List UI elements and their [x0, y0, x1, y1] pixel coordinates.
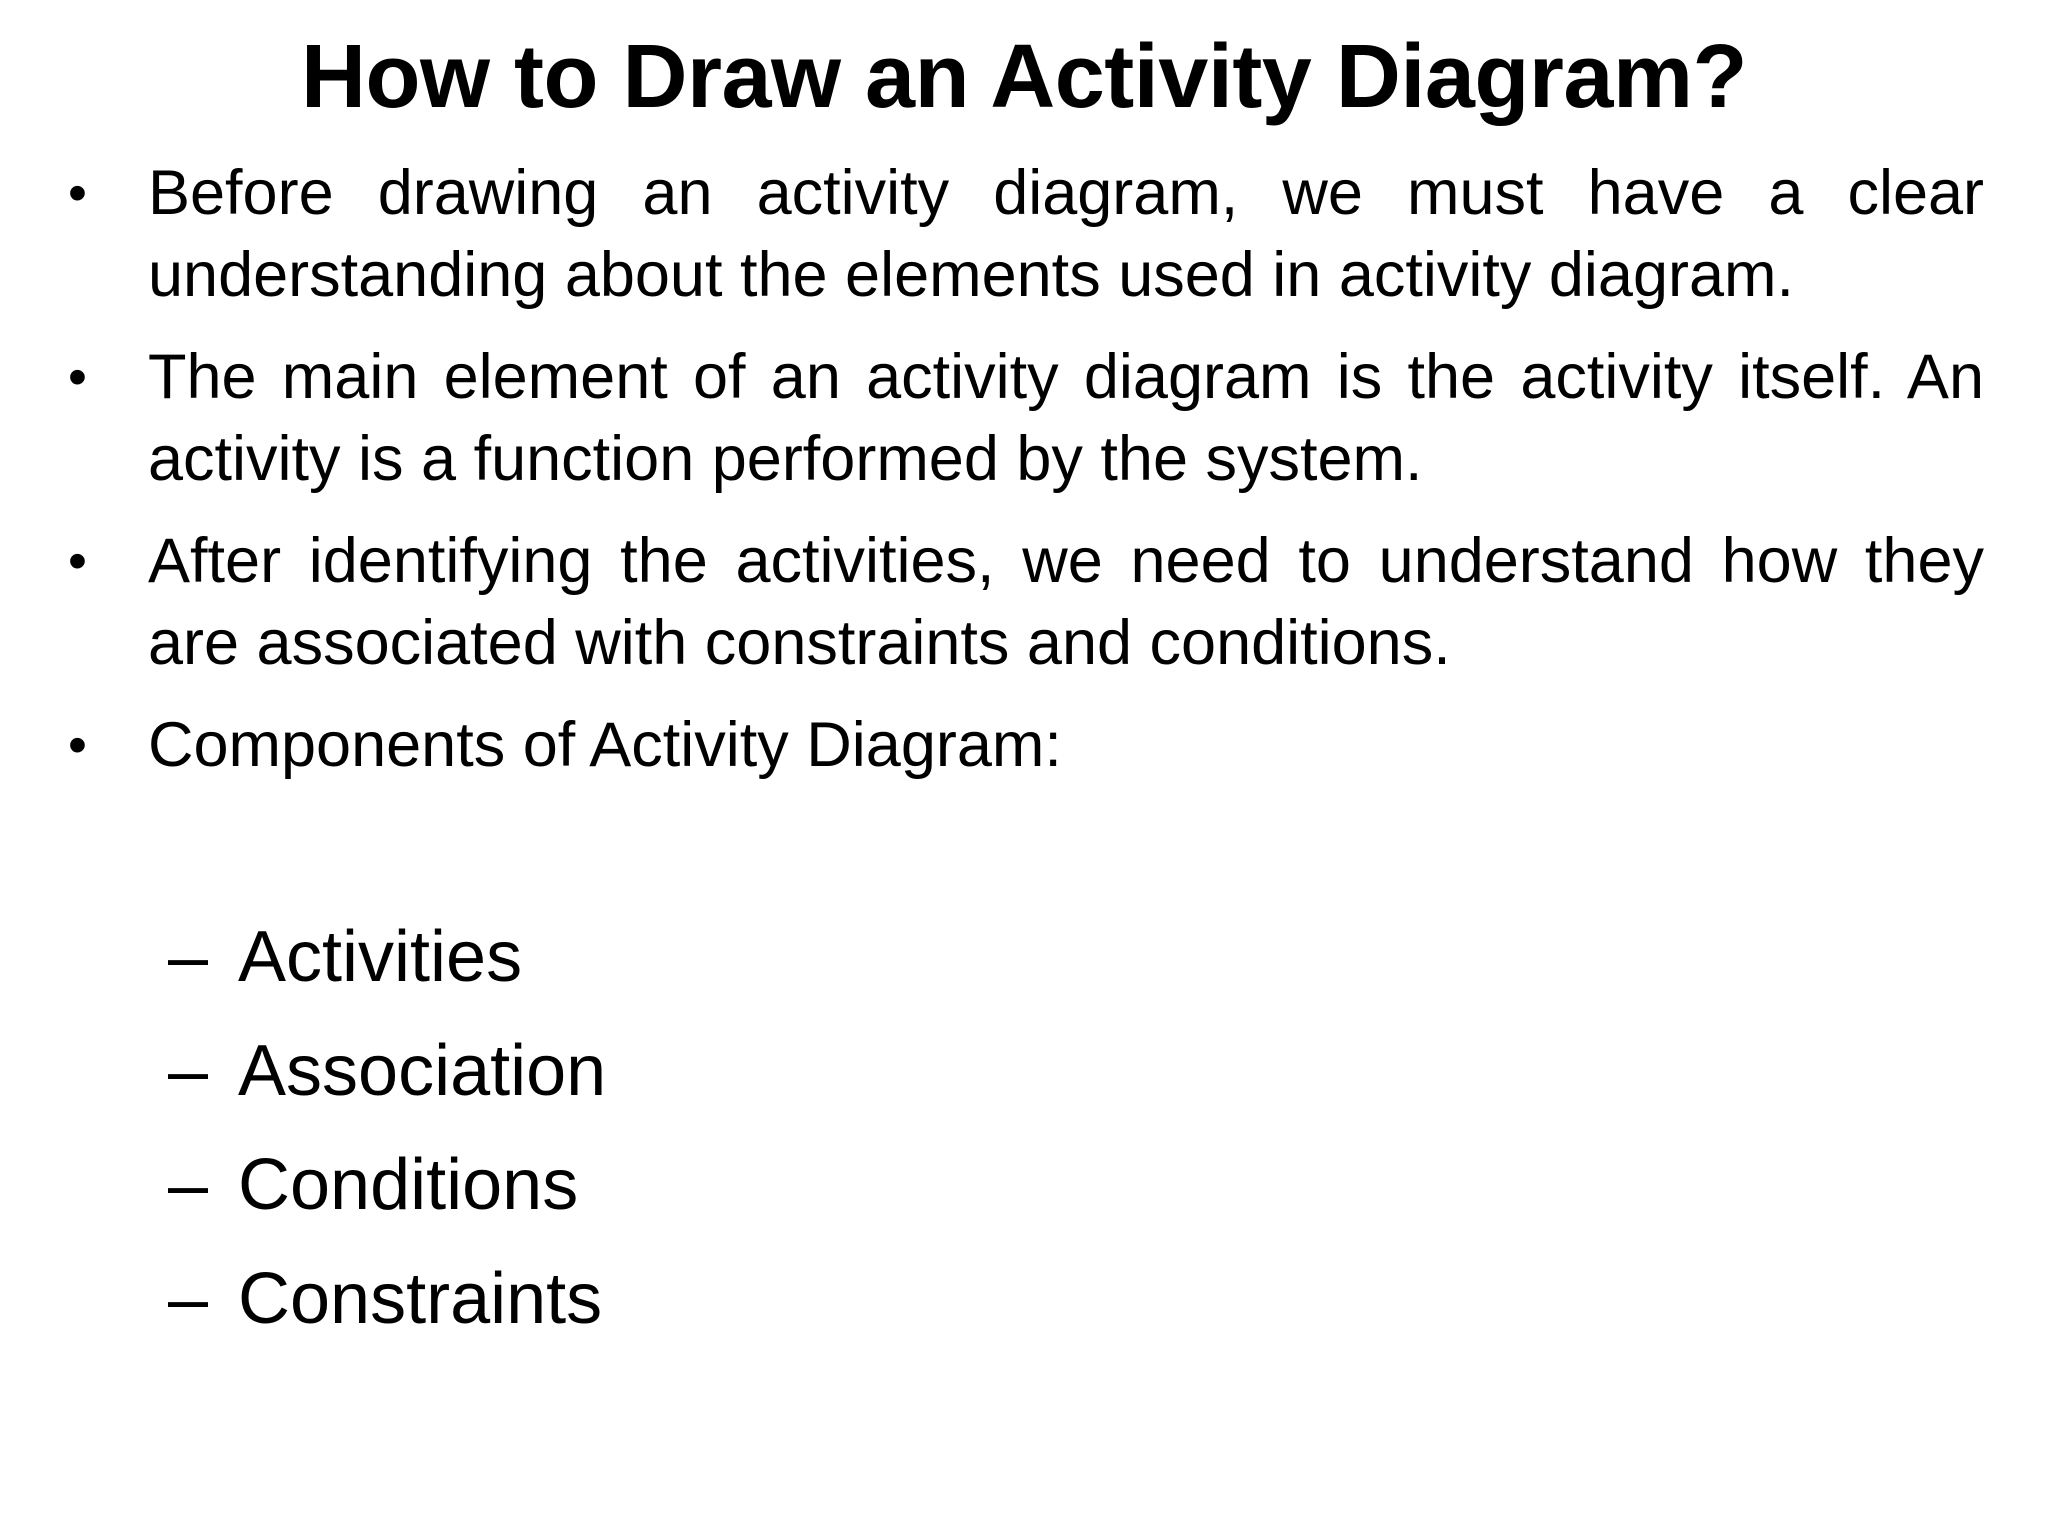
sub-item-constraints — [168, 1242, 606, 1356]
sub-dash: – — [168, 917, 209, 997]
bullet-text: After identifying the activities, we need to understand how they are associated with constraints and conditions. — [148, 526, 1984, 678]
sub-item-label: Association — [238, 1031, 607, 1111]
bullet-dot: • — [68, 347, 87, 407]
bullet-dot: • — [68, 715, 87, 775]
bullet-item — [68, 336, 1984, 500]
sub-dash: – — [168, 1259, 209, 1339]
bullet-text: Before drawing an activity diagram, we must have a clear understanding about the elements used in activity diagram. — [148, 158, 1984, 310]
bullet-item — [68, 152, 1984, 316]
sub-list — [168, 900, 606, 1356]
bullet-item — [68, 704, 1984, 786]
sub-item-association — [168, 1014, 606, 1128]
sub-item-activities — [168, 900, 606, 1014]
sub-item-label: Conditions — [238, 1145, 579, 1225]
bullet-list — [68, 152, 1984, 806]
slide-title: How to Draw an Activity Diagram? — [301, 27, 1747, 127]
sub-item-label: Constraints — [238, 1259, 603, 1339]
sub-dash: – — [168, 1145, 209, 1225]
bullet-dot: • — [68, 531, 87, 591]
bullet-item — [68, 520, 1984, 684]
bullet-text: The main element of an activity diagram is the activity itself. An activity is a function performed by the system. — [148, 342, 1984, 494]
bullet-dot: • — [68, 163, 87, 223]
bullet-text: Components of Activity Diagram: — [148, 710, 1062, 780]
sub-dash: – — [168, 1031, 209, 1111]
sub-item-conditions — [168, 1128, 606, 1242]
sub-item-label: Activities — [238, 917, 523, 997]
